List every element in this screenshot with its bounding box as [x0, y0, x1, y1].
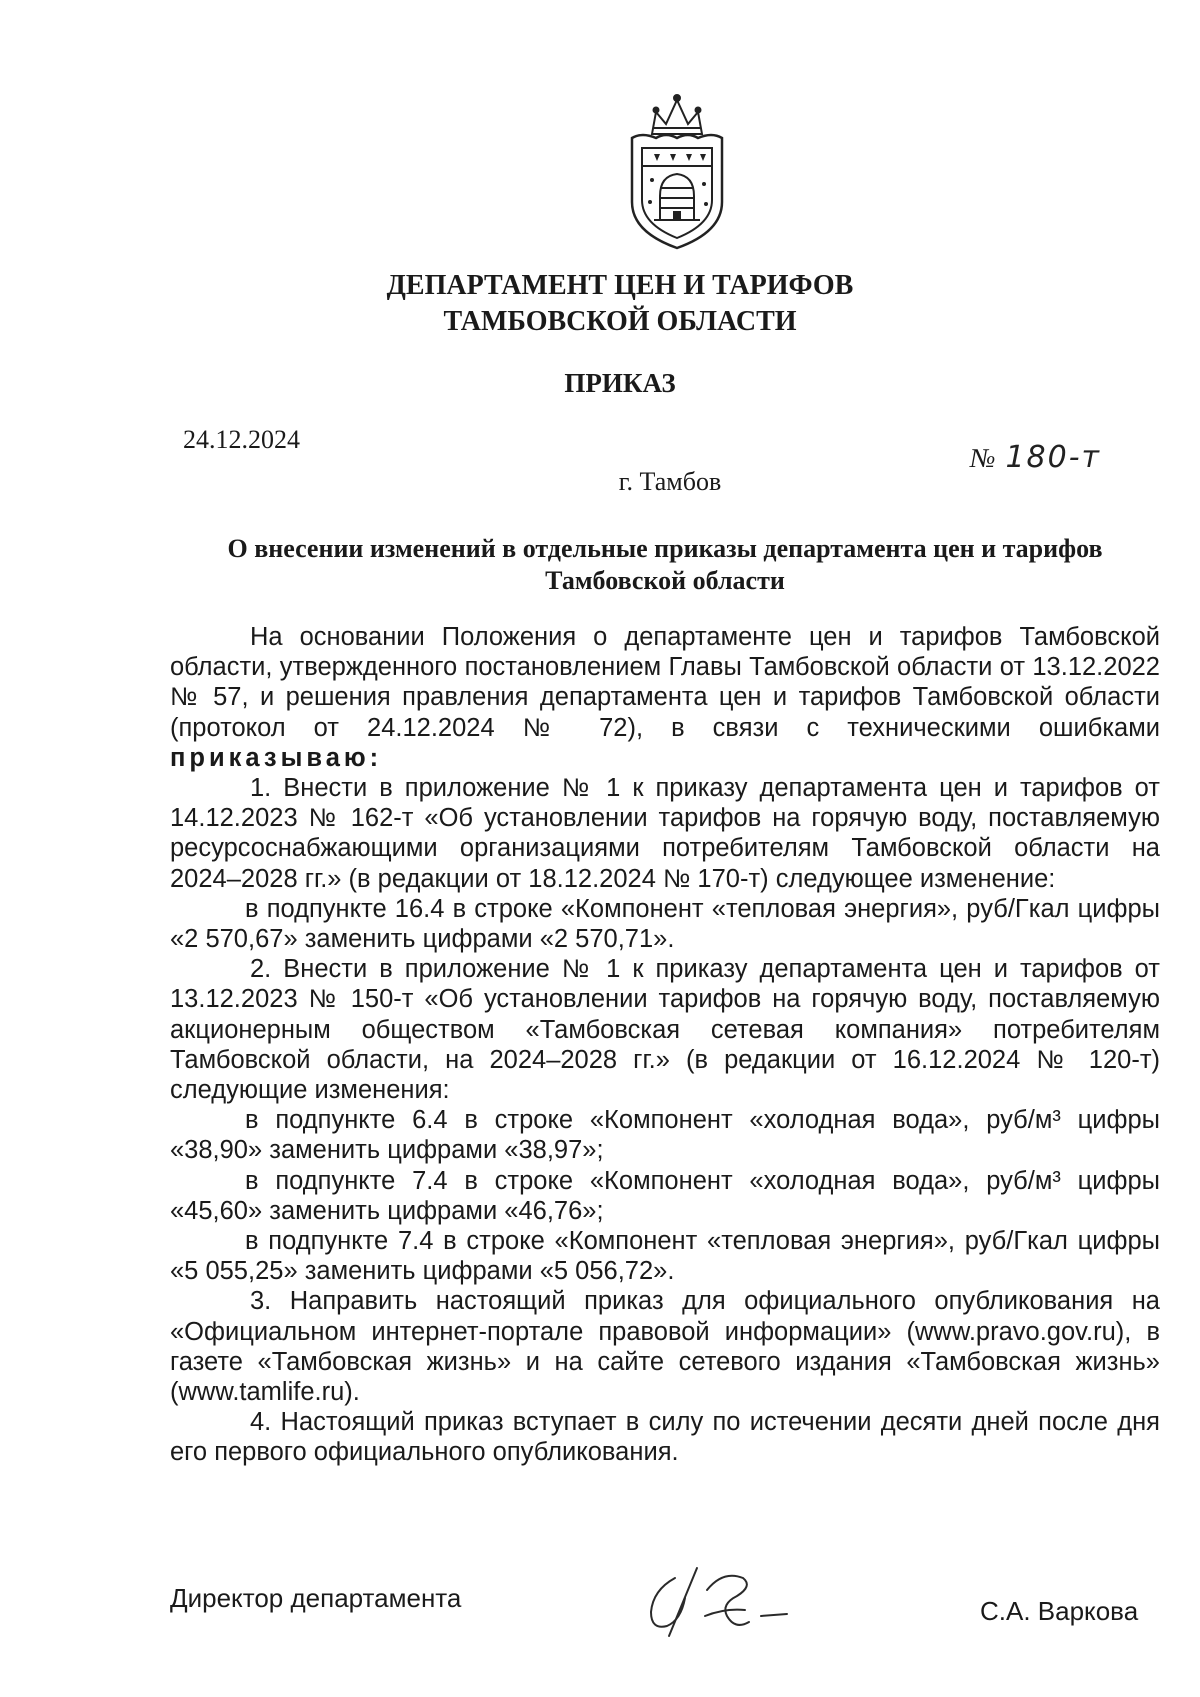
preamble-text: На основании Положения о департаменте цен и тарифов Тамбовской области, утвержденного постановлением Главы Тамбовской области от 13.12.2022 № 57, и решения правления департамента цен и тарифов Тамбовской области (протокол от 24.12.2024 № 72), в связи с техническими ошибками — [170, 623, 1160, 742]
department-name-line1: ДЕПАРТАМЕНТ ЦЕН И ТАРИФОВ — [386, 270, 854, 301]
item-1-subitem-1: в подпункте 16.4 в строке «Компонент «тепловая энергия», руб/Гкал цифры «2 570,67» заменить цифрами «2 570,71». — [170, 894, 1160, 954]
item-2-paragraph: 2. Внести в приложение № 1 к приказу департамента цен и тарифов от 13.12.2023 № 150-т «Об установлении тарифов на горячую воду, поставляемую акционерным обществом «Тамбовская сетевая компания» потребителям Тамбовской области, на 2024–2028 гг.» (в редакции от 16.12.2024 № 120-т) следующие изменения: — [170, 955, 1160, 1105]
decree-word: приказываю: — [170, 743, 383, 772]
handwritten-signature-icon — [645, 1560, 815, 1640]
document-heading — [170, 533, 1160, 597]
department-name-line2: ТАМБОВСКОЙ ОБЛАСТИ — [443, 306, 797, 337]
document-number — [970, 440, 1101, 475]
signer-title: Директор департамента — [170, 1583, 462, 1613]
item-1-paragraph: 1. Внести в приложение № 1 к приказу департамента цен и тарифов от 14.12.2023 № 162-т «Об установлении тарифов на горячую воду, поставляемую ресурсоснабжающими организациями потребителям Тамбовской области на 2024–2028 гг.» (в редакции от 18.12.2024 № 170-т) следующее изменение: — [170, 774, 1160, 893]
document-heading-line1: О внесении изменений в отдельные приказы департамента цен и тарифов — [227, 534, 1103, 563]
item-2-subitem-1: в подпункте 6.4 в строке «Компонент «холодная вода», руб/м³ цифры «38,90» заменить цифрами «38,97»; — [170, 1106, 1160, 1165]
item-2-subitem-2: в подпункте 7.4 в строке «Компонент «холодная вода», руб/м³ цифры «45,60» заменить цифрами «46,76»; — [170, 1166, 1160, 1225]
document-city: г. Тамбов — [618, 467, 722, 496]
department-name — [300, 268, 940, 340]
document-number-value: 180-т — [1005, 440, 1102, 475]
document-body — [170, 622, 1160, 1468]
tambov-coat-of-arms-icon — [620, 92, 734, 252]
preamble-paragraph — [170, 622, 1160, 773]
document-heading-line2: Тамбовской области — [545, 566, 785, 595]
document-number-label: № — [970, 443, 996, 473]
signer-name: С.А. Варкова — [980, 1596, 1139, 1626]
item-2-subitem-3: в подпункте 7.4 в строке «Компонент «тепловая энергия», руб/Гкал цифры «5 055,25» заменить цифрами «5 056,72». — [170, 1227, 1160, 1286]
item-3-paragraph: 3. Направить настоящий приказ для официального опубликования на «Официальном интернет-портале правовой информации» (www.pravo.gov.ru), в газете «Тамбовская жизнь» и на сайте сетевого издания «Тамбовская жизнь» (www.tamlife.ru). — [170, 1287, 1160, 1407]
document-type: ПРИКАЗ — [564, 368, 676, 398]
item-4-paragraph: 4. Настоящий приказ вступает в силу по истечении десяти дней после дня его первого официального опубликования. — [170, 1408, 1160, 1467]
document-date: 24.12.2024 — [183, 425, 300, 454]
